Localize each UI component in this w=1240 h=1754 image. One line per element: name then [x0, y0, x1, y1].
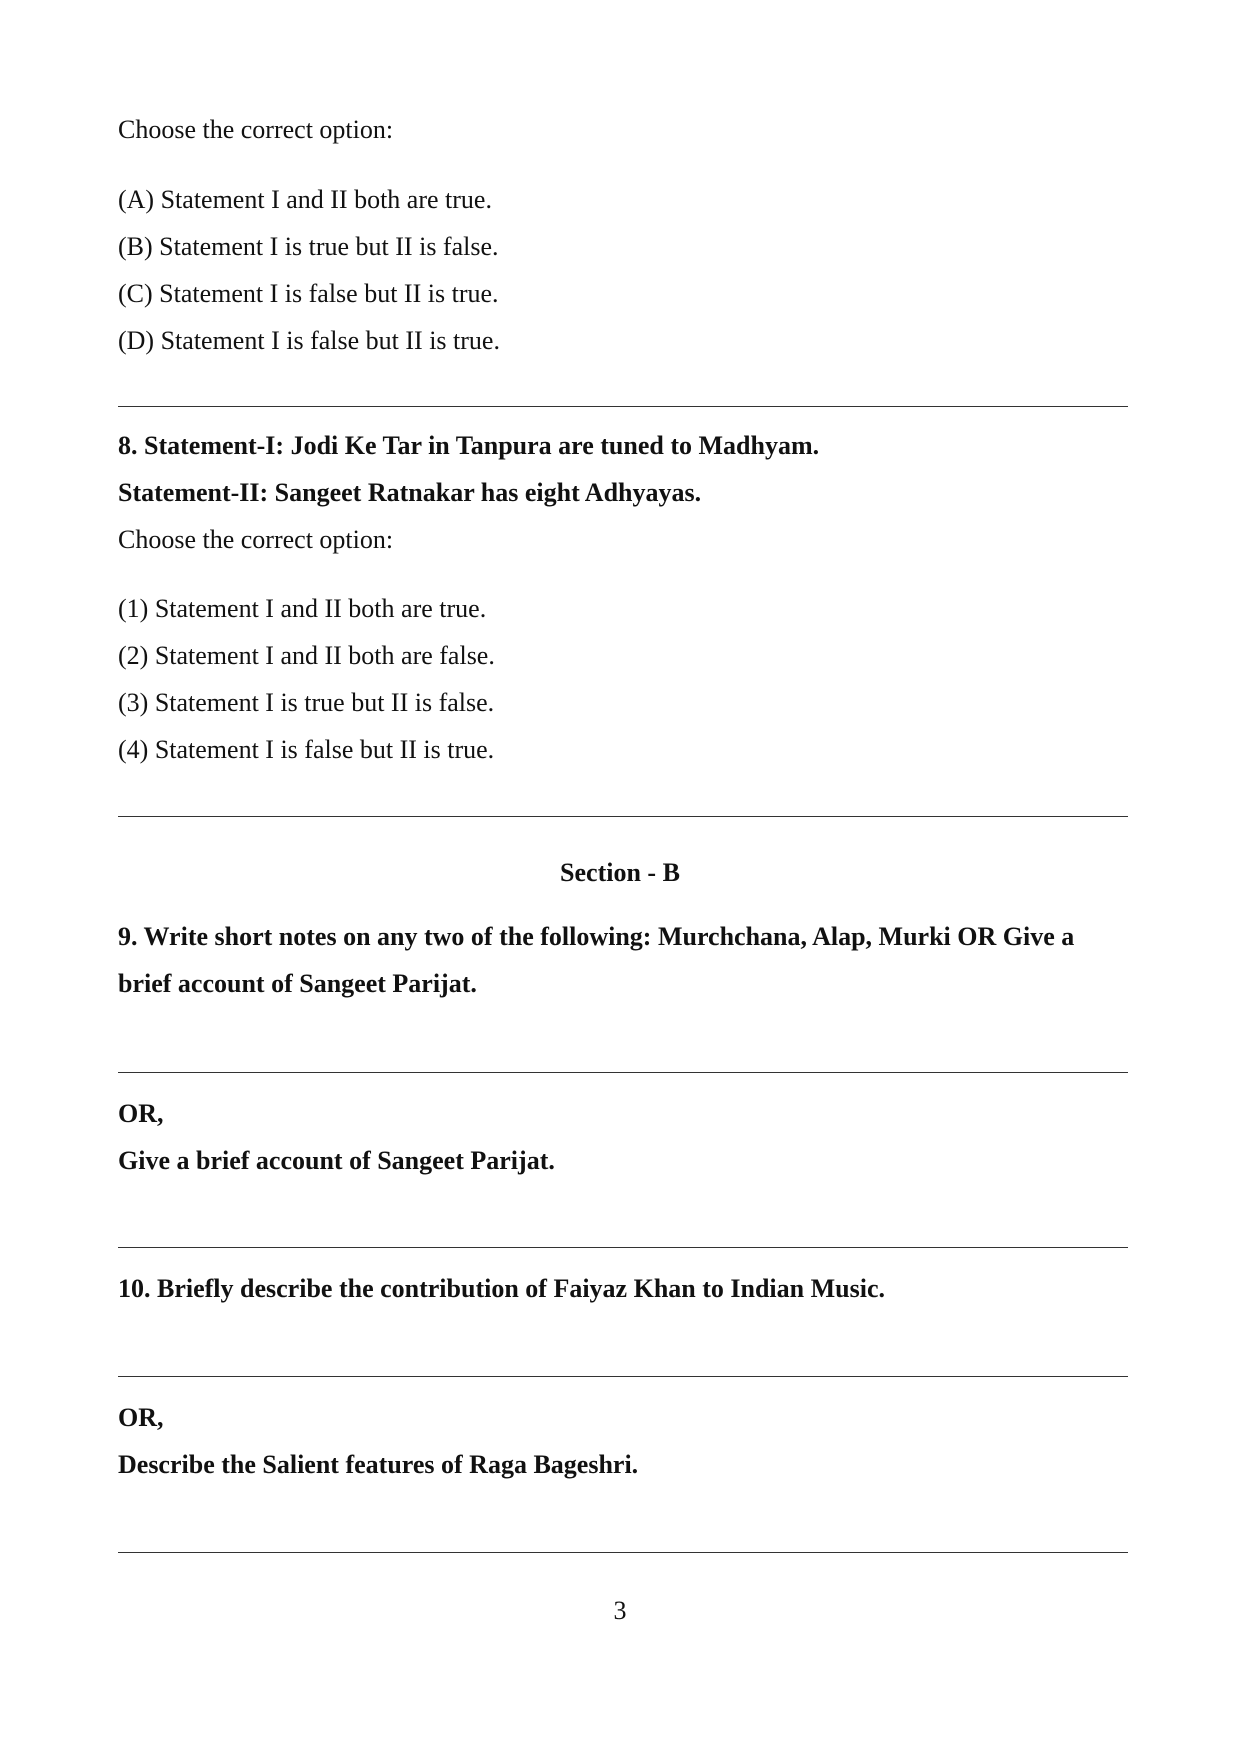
q7-prompt: Choose the correct option:	[118, 115, 394, 144]
q8-prompt: Choose the correct option:	[118, 525, 394, 554]
section-b-heading: Section - B	[560, 858, 680, 887]
q10-question: 10. Briefly describe the contribution of Faiyaz Khan to Indian Music.	[118, 1274, 885, 1303]
q8-statement-2: Statement-II: Sangeet Ratnakar has eight Adhyayas.	[118, 478, 702, 507]
divider	[118, 1376, 1128, 1377]
divider	[118, 816, 1128, 817]
divider	[118, 1247, 1128, 1248]
q9-line-2: brief account of Sangeet Parijat.	[118, 969, 477, 998]
q9-or-label: OR,	[118, 1099, 164, 1128]
q9-line-1: 9. Write short notes on any two of the following: Murchchana, Alap, Murki OR Give a	[118, 922, 1075, 951]
q7-option-b: (B) Statement I is true but II is false.	[118, 232, 499, 261]
divider	[118, 406, 1128, 407]
q7-option-d: (D) Statement I is false but II is true.	[118, 326, 500, 355]
q10-alternative: Describe the Salient features of Raga Bageshri.	[118, 1450, 639, 1479]
q8-option-2: (2) Statement I and II both are false.	[118, 641, 495, 670]
q10-or-label: OR,	[118, 1403, 164, 1432]
q9-alternative: Give a brief account of Sangeet Parijat.	[118, 1146, 555, 1175]
q7-option-c: (C) Statement I is false but II is true.	[118, 279, 499, 308]
q7-option-a: (A) Statement I and II both are true.	[118, 185, 492, 214]
q8-option-1: (1) Statement I and II both are true.	[118, 594, 487, 623]
page-number: 3	[613, 1596, 627, 1625]
divider	[118, 1552, 1128, 1553]
q8-option-4: (4) Statement I is false but II is true.	[118, 735, 495, 764]
q8-statement-1: 8. Statement-I: Jodi Ke Tar in Tanpura are tuned to Madhyam.	[118, 431, 820, 460]
q8-option-3: (3) Statement I is true but II is false.	[118, 688, 495, 717]
divider	[118, 1072, 1128, 1073]
